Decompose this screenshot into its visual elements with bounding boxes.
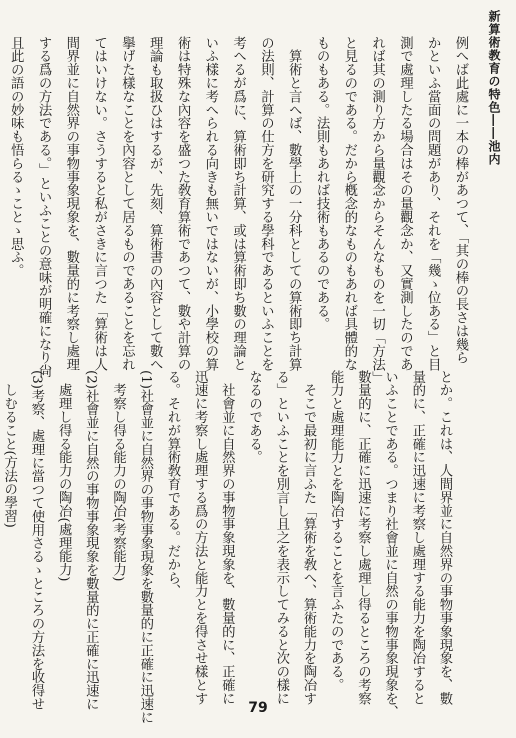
text-column: する爲の方法である。」といふことの意味が明確になり尙 (36, 36, 52, 378)
text-column: (2)社會並に自然の事物事象現象を數量的に正確に迅速に (83, 370, 99, 711)
text-column: そこで最初に言ふた「算術を敎へ、算術能力を陶冶す (300, 370, 316, 705)
text-column: 考へるが爲に、算術即ち計算、或は算術即ち數の理論と (230, 36, 246, 371)
text-column: 間界並に自然界の事物事象現象を、數量的に考察し處理 (63, 36, 79, 371)
text-column: なるのである。 (246, 370, 262, 464)
text-column: 考察し得る能力の陶冶(考察能力) (110, 370, 126, 582)
text-column: 理論も取扱ひはするが、先刻、算術書の內容として數へ (147, 36, 163, 371)
text-column: 測で處理したる場合はその量觀念か、又實測したのであ (397, 36, 413, 371)
text-column: いふ樣に考へられる向きも無いではないが、小學校の算 (202, 36, 218, 371)
text-column: 例へば此處に一本の棒があつて、「其の棒の長さは幾ら (453, 36, 468, 365)
text-column: 處理し得る能力の陶冶(處理能力) (56, 370, 72, 582)
text-column: 量的に、正確に迅速に考察し處理する能力を陶冶すると (409, 370, 425, 705)
text-block-upper (8, 36, 474, 385)
text-column: と見るのである。だから槪念的なものもあれば具體的な (341, 36, 357, 371)
text-column: れば其の測り方から量觀念からそんなものを一切「方法」 (369, 36, 385, 385)
text-column: 社會並に自然界の事物事象現象を、數量的に、正確に (219, 370, 235, 705)
text-column: かといふ當面の問題があり、それを「幾ゝ位ある」と目 (425, 36, 441, 371)
running-header: 新算術教育の特色――池内 (487, 10, 501, 166)
text-column: しむること(方法の學習) (1, 370, 17, 528)
text-column: 算術と言へば、數學上の一分科としての算術即ち計算 (286, 36, 302, 371)
text-column: 術は特殊な內容を盛つた敎育算術であつて、數や計算の (175, 36, 191, 371)
text-column: 數量的に、正確に迅速に考察し處理し得るところの考察 (355, 370, 371, 705)
text-column: とか。これは、人間界並に自然界の事物事象現象を、數 (437, 370, 452, 705)
text-column: の法則、計算の仕方を研究する學科であるといふことを (258, 36, 274, 371)
text-column: ものもある。法則もあれば技術もあるのである。 (314, 36, 330, 331)
text-column: てはいけない。さうすると私がさきに言つた「算術は人 (91, 36, 107, 371)
text-column: (1)社會並に自然界の事物事象現象を數量的に正確に迅速に (137, 370, 153, 724)
text-column: る」といふことを別言し且之を表示してみると次の樣に (273, 370, 289, 705)
text-column: 能力と處理能力とを陶冶することを言ふたのである。 (328, 370, 344, 692)
page-number: 79 (248, 700, 268, 716)
text-column: いふことである。つまり社會並に自然の事物事象現象を、 (382, 370, 398, 719)
text-column: 擧げた樣なことを內容として居るものであることを忘れ (119, 36, 135, 371)
text-column: 迅速に考察し處理する爲の方法と能力とを得させ樣とす (192, 370, 208, 705)
text-column: る。それが算術敎育である。だから、 (164, 370, 180, 598)
text-column: (3)考察、處理に當つて使用さるゝところの方法を收得せ (28, 370, 44, 711)
text-column: 且此の語の妙味も悟らるゝことゝ思ふ。 (8, 36, 24, 278)
